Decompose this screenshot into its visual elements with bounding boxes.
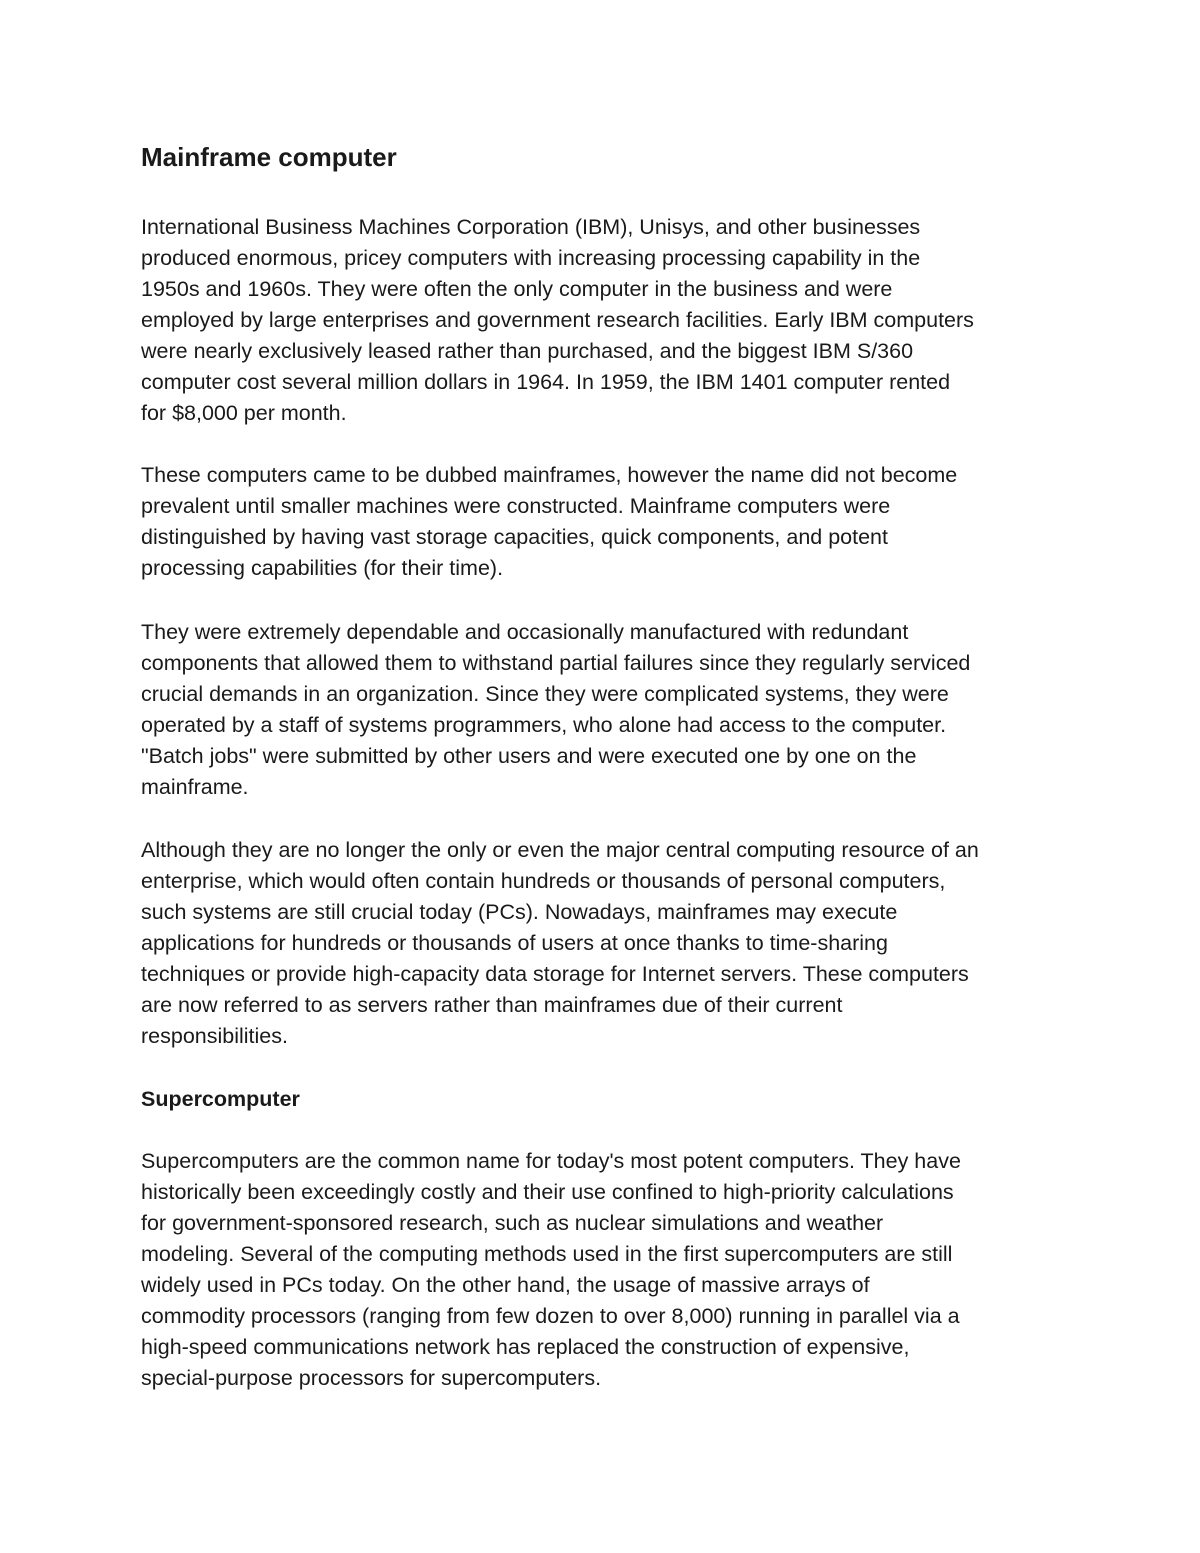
text-line: such systems are still crucial today (PCs). Nowadays, mainframes may execute	[141, 900, 898, 924]
text-line: applications for hundreds or thousands of users at once thanks to time-sharing	[141, 931, 888, 955]
page-title: Mainframe computer	[141, 142, 397, 172]
text-line: Although they are no longer the only or even the major central computing resource of an	[141, 838, 979, 862]
text-line: processing capabilities (for their time).	[141, 556, 504, 580]
paragraph-supercomputers	[141, 1146, 1071, 1394]
paragraph-reliability	[141, 617, 1071, 803]
text-line: widely used in PCs today. On the other hand, the usage of massive arrays of	[141, 1273, 870, 1297]
text-line: high-speed communications network has replaced the construction of expensive,	[141, 1335, 910, 1359]
section-heading-supercomputer: Supercomputer	[141, 1087, 300, 1111]
text-line: operated by a staff of systems programmers, who alone had access to the computer.	[141, 713, 947, 737]
text-line: distinguished by having vast storage capacities, quick components, and potent	[141, 525, 888, 549]
text-line: "Batch jobs" were submitted by other users and were executed one by one on the	[141, 744, 917, 768]
paragraph-mainframe-name	[141, 460, 1071, 584]
text-line: These computers came to be dubbed mainframes, however the name did not become	[141, 463, 958, 487]
paragraph-modern-mainframes	[141, 835, 1071, 1052]
text-line: Supercomputers are the common name for today's most potent computers. They have	[141, 1149, 961, 1173]
text-line: for government-sponsored research, such as nuclear simulations and weather	[141, 1211, 884, 1235]
text-line: are now referred to as servers rather than mainframes due of their current	[141, 993, 843, 1017]
text-line: responsibilities.	[141, 1024, 288, 1048]
text-line: International Business Machines Corporation (IBM), Unisys, and other businesses	[141, 215, 921, 239]
text-line: mainframe.	[141, 775, 249, 799]
text-line: special-purpose processors for supercomputers.	[141, 1366, 602, 1390]
text-line: employed by large enterprises and government research facilities. Early IBM computers	[141, 308, 974, 332]
text-line: modeling. Several of the computing methods used in the first supercomputers are still	[141, 1242, 953, 1266]
text-line: 1950s and 1960s. They were often the only computer in the business and were	[141, 277, 893, 301]
text-line: techniques or provide high-capacity data storage for Internet servers. These computers	[141, 962, 969, 986]
text-line: were nearly exclusively leased rather than purchased, and the biggest IBM S/360	[141, 339, 914, 363]
text-line: commodity processors (ranging from few dozen to over 8,000) running in parallel via a	[141, 1304, 960, 1328]
text-line: enterprise, which would often contain hundreds or thousands of personal computers,	[141, 869, 946, 893]
text-line: components that allowed them to withstand partial failures since they regularly serviced	[141, 651, 971, 675]
paragraph-ibm-history	[141, 212, 1071, 429]
text-line: prevalent until smaller machines were constructed. Mainframe computers were	[141, 494, 891, 518]
text-line: historically been exceedingly costly and their use confined to high-priority calculations	[141, 1180, 954, 1204]
text-line: They were extremely dependable and occasionally manufactured with redundant	[141, 620, 909, 644]
text-line: for $8,000 per month.	[141, 401, 347, 425]
text-line: produced enormous, pricey computers with increasing processing capability in the	[141, 246, 921, 270]
text-line: crucial demands in an organization. Since they were complicated systems, they were	[141, 682, 949, 706]
text-line: computer cost several million dollars in 1964. In 1959, the IBM 1401 computer rented	[141, 370, 951, 394]
